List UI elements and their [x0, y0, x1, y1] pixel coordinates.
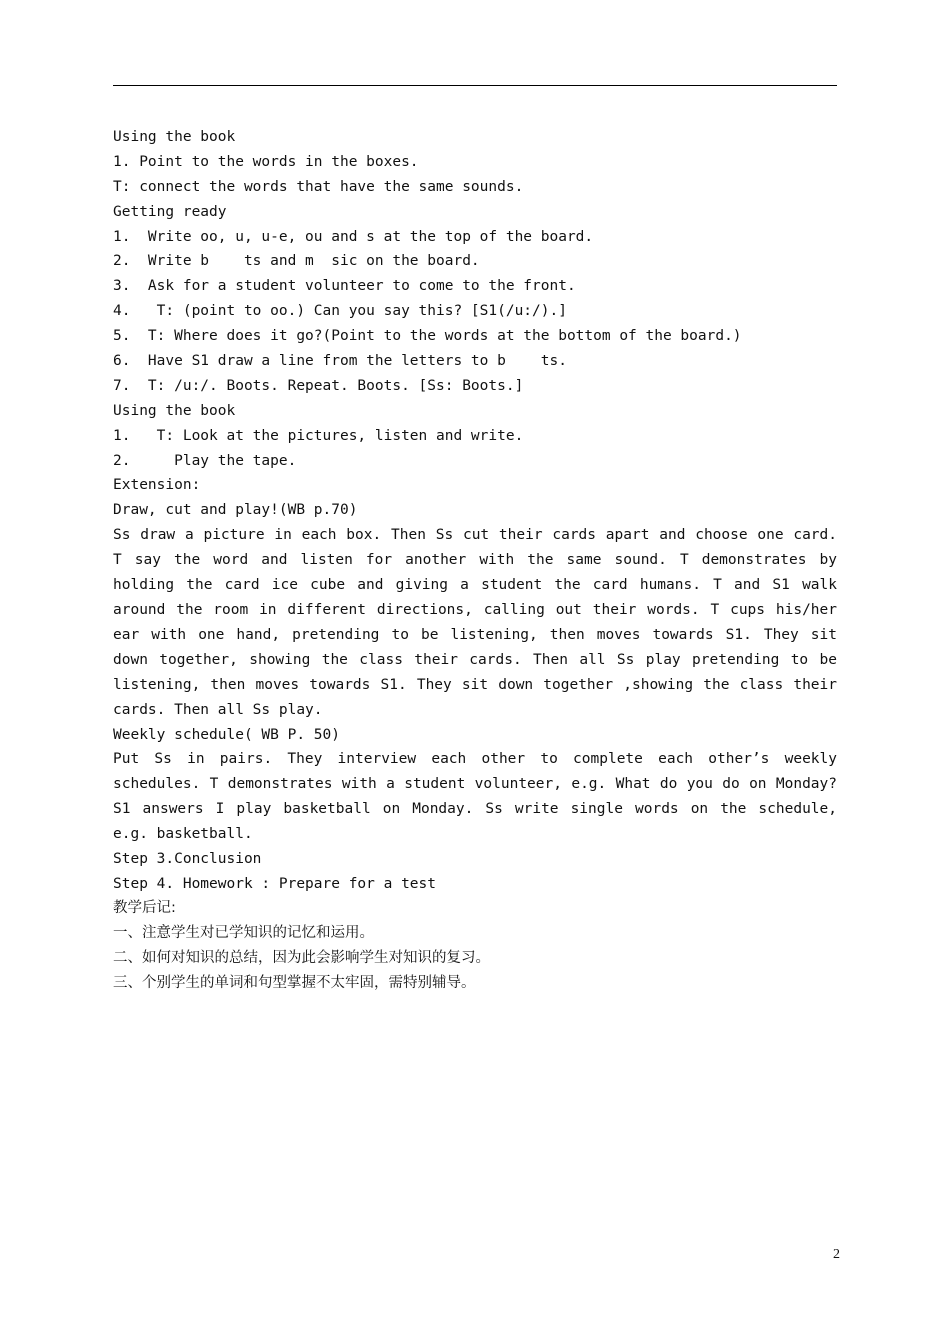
lesson-content	[113, 125, 837, 897]
text-line: 2. Play the tape.	[113, 452, 297, 469]
text-line: Draw, cut and play!(WB p.70)	[113, 502, 358, 519]
reflection-title: 教学后记:	[113, 900, 176, 916]
text-line: 7. T: /u:/. Boots. Repeat. Boots. [Ss: Boots.]	[113, 377, 524, 394]
weekly-schedule-heading: Weekly schedule( WB P. 50)	[113, 726, 340, 743]
text-line: 4. T: (point to oo.) Can you say this? [S1(/u:/).]	[113, 303, 567, 320]
section-heading-using-the-book: Using the book	[113, 402, 236, 419]
step-3-conclusion: Step 3.Conclusion	[113, 851, 262, 868]
extension-paragraph: Ss draw a picture in each box. Then Ss cut their cards apart and choose one card. T say the word and listen for another with the same sound. T demonstrates by holding the card ice cube and giving a student the card humans. T and S1 walk around the room in different directions, calling out their words. T cups his/her ear with one hand, pretending to be listening, then moves towards S1. They sit down together, showing the class their cards. Then all Ss play pretending to be listening, then moves towards S1. They sit down together ,showing the class their cards. Then all Ss play.	[113, 527, 837, 718]
text-line: T: connect the words that have the same sounds.	[113, 178, 524, 195]
text-line: 2. Write b ts and m sic on the board.	[113, 253, 480, 270]
section-heading-getting-ready: Getting ready	[113, 203, 227, 220]
text-line: 6. Have S1 draw a line from the letters to b ts.	[113, 353, 567, 370]
text-line: 1. Write oo, u, u-e, ou and s at the top of the board.	[113, 228, 594, 245]
text-line: 1. Point to the words in the boxes.	[113, 153, 419, 170]
text-line: 3. Ask for a student volunteer to come to the front.	[113, 278, 576, 295]
text-line: Using the book	[113, 129, 236, 145]
header-rule	[113, 85, 837, 86]
reflection-item: 一、注意学生对已学知识的记忆和运用。	[113, 924, 374, 941]
teaching-reflection	[113, 896, 837, 996]
page-number: 2	[833, 1247, 840, 1262]
reflection-item: 二、如何对知识的总结，因为此会影响学生对知识的复习。	[113, 949, 490, 966]
step-4-homework: Step 4. Homework : Prepare for a test	[113, 875, 437, 892]
section-heading-extension: Extension:	[113, 477, 201, 494]
text-line: 1. T: Look at the pictures, listen and write.	[113, 427, 524, 444]
reflection-item: 三、个别学生的单词和句型掌握不太牢固，需特别辅导。	[113, 974, 476, 991]
text-line: 5. T: Where does it go?(Point to the words at the bottom of the board.)	[113, 328, 742, 345]
weekly-schedule-paragraph: Put Ss in pairs. They interview each other to complete each other’s weekly schedules. T demonstrates with a student volunteer, e.g. What do you do on Monday?S1 answers I play basketball on Monday. Ss write single words on the schedule, e.g. basketball.	[113, 751, 837, 843]
